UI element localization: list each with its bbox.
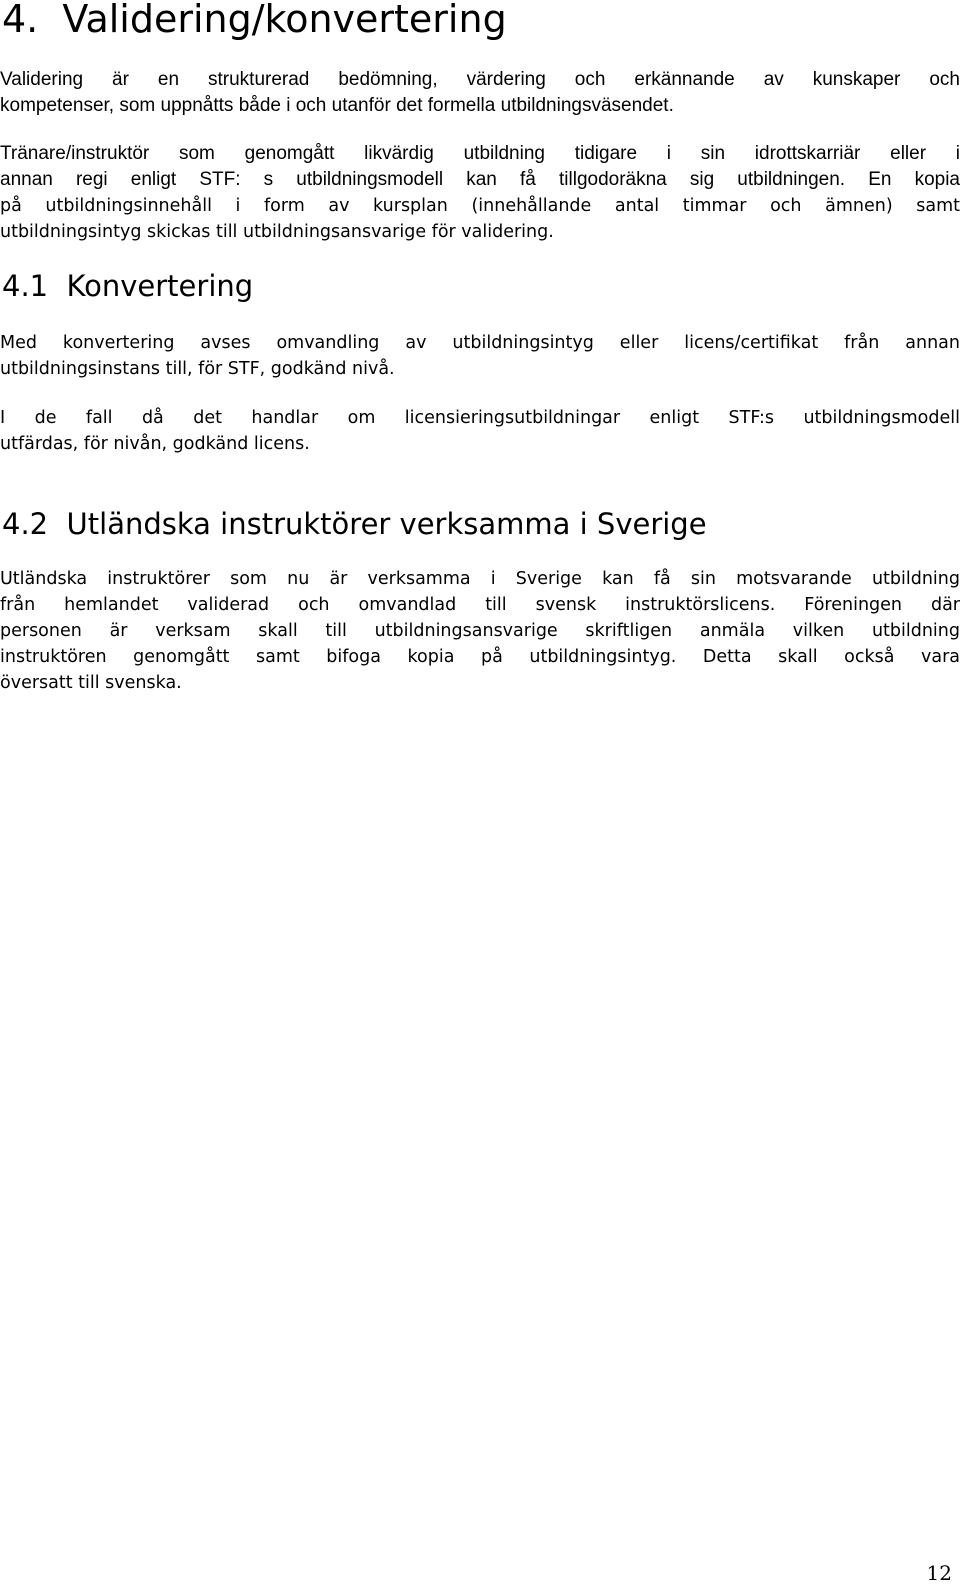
section-heading-4-1: 4.1 Konvertering xyxy=(2,269,254,303)
paragraph-validering-definition xyxy=(0,67,960,119)
paragraph-utlandska-instruktorer xyxy=(0,566,960,696)
text-line: utfärdas, för nivån, godkänd licens. xyxy=(0,434,310,454)
text-line: instruktören genomgått samt bifoga kopia på utbildningsintyg. Detta skall också vara xyxy=(0,647,960,667)
text-line: Utländska instruktörer som nu är verksamma i Sverige kan få sin motsvarande utbildning xyxy=(0,569,960,589)
text-line: översatt till svenska. xyxy=(0,673,182,693)
text-line: utbildningsintyg skickas till utbildningsansvarige för validering. xyxy=(0,222,554,242)
paragraph-konvertering-definition xyxy=(0,330,960,382)
section-heading-4-2: 4.2 Utländska instruktörer verksamma i Sverige xyxy=(2,507,707,541)
text-line: I de fall då det handlar om licensieringsutbildningar enligt STF:s utbildningsmodell xyxy=(0,408,960,428)
text-line: utbildningsinstans till, för STF, godkänd nivå. xyxy=(0,359,395,379)
text-line: annan regi enligt STF: s utbildningsmodell kan få tillgodoräkna sig utbildningen. En kopia xyxy=(0,169,960,190)
paragraph-tranare-instruktor xyxy=(0,141,960,245)
text-line: Validering är en strukturerad bedömning, värdering och erkännande av kunskaper och xyxy=(0,69,960,90)
paragraph-licensiering xyxy=(0,405,960,457)
text-line: från hemlandet validerad och omvandlad till svensk instruktörslicens. Föreningen där xyxy=(0,595,960,615)
text-line: Tränare/instruktör som genomgått likvärdig utbildning tidigare i sin idrottskarriär eller i xyxy=(0,143,960,164)
text-line: Med konvertering avses omvandling av utbildningsintyg eller licens/certifikat från annan xyxy=(0,333,960,353)
page-number: 12 xyxy=(926,1561,952,1585)
text-line: personen är verksam skall till utbildningsansvarige skriftligen anmäla vilken utbildning xyxy=(0,621,960,641)
text-line: kompetenser, som uppnåtts både i och utanför det formella utbildningsväsendet. xyxy=(0,95,674,116)
text-line: på utbildningsinnehåll i form av kursplan (innehållande antal timmar och ämnen) samt xyxy=(0,196,960,216)
section-heading-4: 4. Validering/konvertering xyxy=(2,0,507,41)
